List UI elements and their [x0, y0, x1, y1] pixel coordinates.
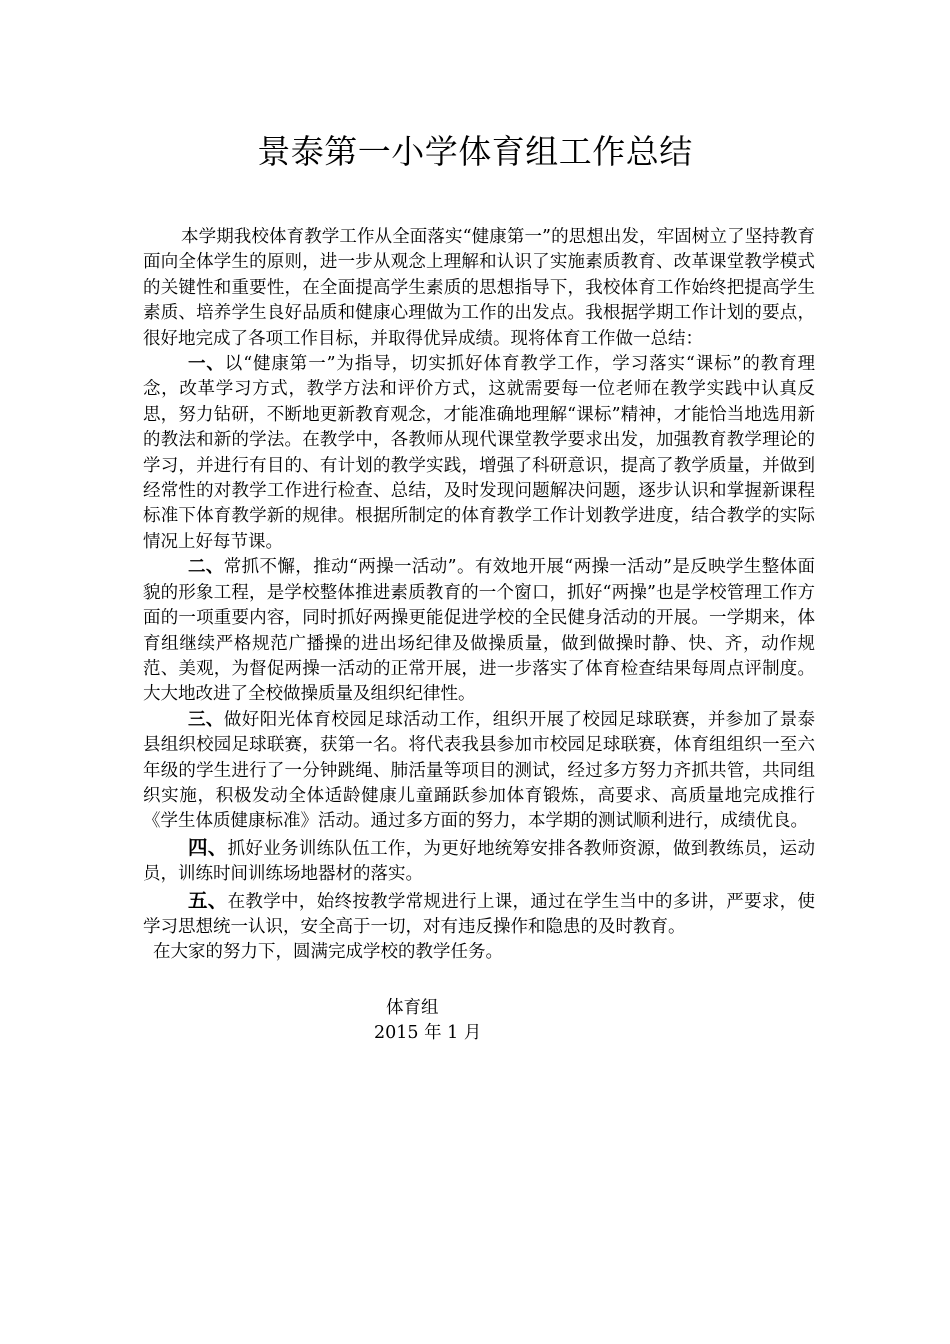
section-text-2: 常抓不懈，推动“两操一活动”。有效地开展“两操一活动”是反映学生整体面貌的形象工程，是学校整体推进素质教育的一个窗口，抓好“两操”也是学校管理工作方面的一项重要内容，同时抓好两操更能促进学校的全民健身活动的开展。一学期来，体育组继续严格规范广播操的进出场纪律及做操质量，做到做操时静、快、齐，动作规范、美观，为督促两操一活动的正常开展，进一步落实了体育检查结果每周点评制度。大大地改进了全校做操质量及组织纪律性。	[143, 557, 815, 705]
section-number-5: 五、	[188, 888, 228, 912]
document-body	[143, 225, 815, 966]
signature-organization: 体育组	[386, 998, 439, 1018]
section-text-3: 做好阳光体育校园足球活动工作，组织开展了校园足球联赛，并参加了景泰县组织校园足球联赛，获第一名。将代表我县参加市校园足球联赛，体育组组织一至六年级的学生进行了一分钟跳绳、肺活量等项目的测试，经过多方努力齐抓共管，共同组织实施，积极发动全体适龄健康儿童踊跃参加体育锻炼，高要求、高质量地完成推行《学生体质健康标准》活动。通过多方面的努力，本学期的测试顺利进行，成绩优良。	[143, 709, 816, 832]
section-text-5: 在教学中，始终按教学常规进行上课，通过在学生当中的多讲，严要求，使学习思想统一认识，安全高于一切，对有违反操作和隐患的及时教育。	[143, 891, 815, 937]
closing-paragraph: 在大家的努力下，圆满完成学校的教学任务。	[153, 942, 503, 963]
section-paragraph-5	[143, 888, 815, 941]
section-text-4: 抓好业务训练队伍工作，为更好地统筹安排各教师资源，做到教练员，运动员，训练时间训练场地器材的落实。	[143, 838, 815, 885]
section-number-4: 四、	[188, 835, 228, 859]
intro-paragraph: 本学期我校体育教学工作从全面落实“健康第一”的思想出发，牢固树立了坚持教育面向全体学生的原则，进一步从观念上理解和认识了实施素质教育、改革课堂教学模式的关键性和重要性，在全面提高学生素质的思想指导下，我校体育工作始终把提高学生素质、培养学生良好品质和健康心理做为工作的出发点。我根据学期工作计划的要点，很好地完成了各项工作目标，并取得优异成绩。现将体育工作做一总结：	[143, 227, 815, 349]
section-number-3: 三、	[188, 709, 224, 730]
section-number-1: 一、	[188, 354, 225, 375]
section-paragraph-3	[143, 708, 815, 835]
section-number-2: 二、	[188, 557, 224, 578]
signature-date: 2015 年 1 月	[374, 1023, 482, 1043]
document-title: 景泰第一小学体育组工作总结	[257, 132, 693, 171]
section-paragraph-2	[143, 555, 815, 707]
section-paragraph-1	[143, 352, 815, 555]
section-paragraph-4	[143, 835, 815, 888]
section-text-1: 以“健康第一”为指导，切实抓好体育教学工作，学习落实“课标”的教育理念，改革学习方式，教学方法和评价方式，这就需要每一位老师在教学实践中认真反思，努力钻研，不断地更新教育观念，才能准确地理解“课标”精神，才能恰当地选用新的教法和新的学法。在教学中，各教师从现代课堂教学要求出发，加强教育教学理论的学习，并进行有目的、有计划的教学实践，增强了科研意识，提高了教学质量，并做到经常性的对教学工作进行检查、总结，及时发现问题解决问题，逐步认识和掌握新课程标准下体育教学新的规律。根据所制定的体育教学工作计划教学进度，结合教学的实际情况上好每节课。	[143, 354, 816, 552]
